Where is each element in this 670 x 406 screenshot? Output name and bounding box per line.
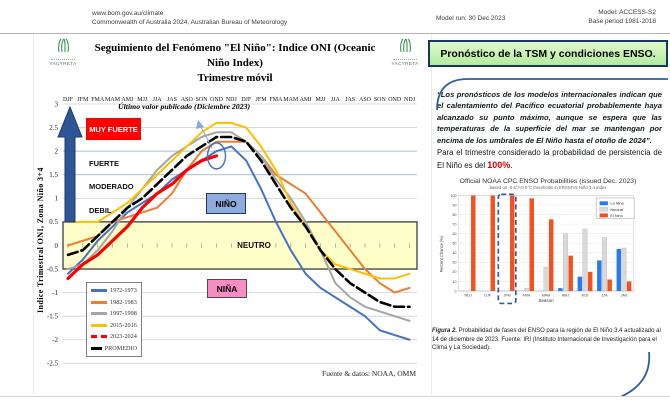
legend-swatch bbox=[91, 347, 102, 350]
bar-El Nino bbox=[471, 196, 475, 291]
model-info bbox=[588, 8, 656, 26]
up-arrow-icon bbox=[58, 107, 82, 222]
header-attribution bbox=[92, 9, 287, 27]
legend-label: 2023-2024 bbox=[110, 333, 137, 340]
legend-label: 1997-1998 bbox=[110, 310, 137, 317]
logo-wordmark: YACYRETA bbox=[49, 60, 77, 66]
x-tick-label: AMJ bbox=[561, 293, 570, 298]
x-tick-label: AMJ bbox=[121, 97, 134, 103]
legend-swatch bbox=[91, 301, 107, 304]
bar-El Nino bbox=[568, 256, 572, 291]
x-tick-label: DJF bbox=[241, 97, 252, 103]
header-url: www.bom.gov.au/climate bbox=[92, 10, 164, 17]
bar-Neutral bbox=[544, 267, 548, 291]
x-tick-label: JFM bbox=[503, 293, 511, 298]
y-tick-label: 40 bbox=[452, 251, 457, 256]
bar-La Nina bbox=[558, 288, 562, 291]
x-tick-label: FMA bbox=[269, 97, 283, 103]
legend-item bbox=[91, 345, 137, 352]
bar-Neutral bbox=[563, 234, 567, 291]
x-tick-label: SON bbox=[373, 97, 386, 103]
inset-legend-swatch bbox=[600, 201, 608, 205]
x-tick-label: NDJ bbox=[404, 97, 416, 103]
bar-Neutral bbox=[524, 288, 528, 291]
bar-El Nino bbox=[607, 280, 611, 291]
y-tick-label: 0 bbox=[454, 289, 457, 294]
x-tick-label: MJJ bbox=[137, 97, 148, 103]
y-tick-label: -1.5 bbox=[46, 312, 58, 321]
y-tick-label: 90 bbox=[452, 203, 457, 208]
x-tick-label: JAS bbox=[345, 97, 356, 103]
nina-badge: NIÑA bbox=[207, 279, 247, 298]
y-tick-label: 80 bbox=[452, 213, 457, 218]
bar-Neutral bbox=[602, 238, 606, 291]
y-tick-label: 2.5 bbox=[49, 123, 58, 132]
strength-label-fuerte: FUERTE bbox=[89, 159, 119, 168]
chart-legend bbox=[86, 282, 142, 357]
source-text: Fuente & datos: NOAA, OMM bbox=[322, 369, 416, 378]
legend-item bbox=[91, 333, 137, 340]
x-tick-label: NDJ bbox=[464, 293, 472, 298]
y-tick-label: 60 bbox=[452, 232, 457, 237]
y-tick-label: 50 bbox=[452, 241, 457, 246]
statement-period: . bbox=[510, 160, 513, 170]
legend-label: 2015-2016 bbox=[110, 321, 137, 329]
y-tick-label: 3 bbox=[54, 100, 58, 109]
x-tick-label: FMA bbox=[91, 97, 105, 103]
x-tick-label: ASO bbox=[358, 97, 372, 103]
y-tick-label: 2 bbox=[54, 147, 58, 156]
legend-label: PROMEDIO bbox=[104, 344, 137, 352]
x-tick-label: NDJ bbox=[225, 97, 237, 103]
neutro-label: NEUTRO bbox=[237, 241, 271, 250]
oni-chart-panel bbox=[33, 34, 432, 395]
yacyreta-emblem-icon bbox=[57, 38, 70, 53]
nino-badge: NIÑO bbox=[206, 193, 246, 214]
bar-El Nino bbox=[549, 220, 553, 292]
x-tick-label: JJA bbox=[152, 97, 162, 103]
x-tick-label: JAS bbox=[166, 97, 177, 103]
persistence-statement bbox=[437, 147, 662, 172]
x-tick-label: AMJ bbox=[299, 97, 312, 103]
bar-La Nina bbox=[578, 277, 582, 291]
statement-text: Para el trimestre considerado la probabilidad de persistencia de El Niño es del bbox=[437, 147, 662, 170]
chart-title-line1: Seguimiento del Fenómeno "El Niño": Indice ONI (Oceanic Niño Index) bbox=[94, 42, 376, 69]
y-tick-label: -1 bbox=[52, 288, 58, 297]
x-tick-label: MAM bbox=[283, 97, 299, 103]
x-tick-label: JJA bbox=[330, 97, 340, 103]
bar-La Nina bbox=[597, 261, 601, 292]
forecast-quote: “Los pronósticos de los modelos internacionales indican que el calentamiento del Pacífico ecuatorial probablemente haya alcanzado su punto máximo, aunque se espera que las temperaturas de la superficie del mar se mantengan por encima de los umbrales de El Niño hasta el otoño de 2024”. bbox=[437, 90, 662, 145]
x-tick-label: OND bbox=[388, 97, 402, 103]
strength-label-debil: DEBIL bbox=[89, 206, 112, 215]
yacyreta-logo-right bbox=[386, 38, 424, 66]
x-tick-label: MJJ bbox=[581, 293, 589, 298]
y-tick-label: -0.5 bbox=[46, 265, 58, 274]
legend-swatch bbox=[91, 312, 107, 315]
x-tick-label: MAM bbox=[541, 293, 551, 298]
legend-label: 1982-1983 bbox=[110, 298, 137, 306]
x-axis-title: Season bbox=[538, 298, 554, 304]
noaa-probabilities-chart bbox=[428, 178, 668, 325]
legend-label: 1972-1973 bbox=[110, 287, 137, 294]
logo-wordmark: YACYRETA bbox=[391, 60, 419, 66]
strength-label-muy-fuerte: MUY FUERTE bbox=[86, 118, 141, 140]
x-tick-label: OND bbox=[210, 97, 223, 103]
legend-swatch bbox=[91, 335, 107, 338]
x-tick-label: FMA bbox=[522, 293, 531, 298]
bar-Neutral bbox=[583, 229, 587, 291]
x-tick-label: MAM bbox=[105, 97, 121, 103]
x-tick-label: JJA bbox=[601, 293, 608, 298]
bar-Neutral bbox=[622, 248, 626, 291]
figure-caption-text: Probabilidad de fases del ENSO para la región de El Niño 3.4 actualizado al 14 de diciembre de 2023. Fuente: IRI (Instituto Internacional de Investigación para el Clima y La Sociedad). bbox=[432, 328, 661, 351]
inset-bar-chart bbox=[435, 191, 661, 313]
chart-title-line2: Trimestre móvil bbox=[197, 71, 273, 84]
inset-legend-label: El Nino bbox=[610, 212, 623, 218]
strength-label-moderado: MODERADO bbox=[89, 182, 134, 191]
y-tick-label: -2 bbox=[52, 336, 58, 345]
y-tick-label: 70 bbox=[452, 222, 457, 227]
inset-chart-title: Official NOAA CPC ENSO Probabilities (issued Dec. 2023) bbox=[459, 178, 637, 186]
x-tick-label: JAS bbox=[620, 293, 628, 298]
inset-legend-label: Neutral bbox=[610, 206, 623, 212]
figure-caption bbox=[432, 327, 664, 352]
y-tick-label: 30 bbox=[452, 260, 457, 265]
y-tick-label: 1 bbox=[54, 194, 58, 203]
model-name: Model: ACCESS-S2 bbox=[598, 9, 656, 16]
probability-value: 100% bbox=[487, 159, 511, 170]
yacyreta-logo-left bbox=[44, 38, 82, 66]
base-period: Base period 1981-2018 bbox=[588, 18, 656, 26]
x-tick-label: MJJ bbox=[315, 97, 326, 103]
x-tick-label: JFM bbox=[255, 97, 267, 103]
legend-swatch bbox=[91, 324, 107, 327]
bar-El Nino bbox=[510, 196, 514, 291]
x-tick-label: DJF bbox=[62, 97, 74, 103]
oni-chart-area bbox=[34, 89, 433, 395]
inset-legend-label: La Nina bbox=[610, 200, 624, 206]
y-tick-label: 0 bbox=[54, 241, 58, 250]
y-tick-label: -2.5 bbox=[46, 359, 58, 368]
y-tick-label: 1.5 bbox=[49, 171, 58, 180]
y-tick-label: 0.5 bbox=[49, 218, 58, 227]
x-tick-label: ASO bbox=[180, 97, 193, 103]
x-tick-label: SON bbox=[195, 97, 208, 103]
legend-item bbox=[91, 287, 137, 294]
inset-chart-subtitle: based on -0.5°/+0.5°C thresholds in ERSSTv5 Niño 3.4 index bbox=[489, 185, 607, 191]
bar-El Nino bbox=[491, 196, 495, 291]
figure-caption-label: Figura 2. bbox=[432, 328, 458, 335]
legend-item bbox=[91, 310, 137, 317]
inset-legend-swatch bbox=[600, 208, 608, 212]
y-tick-label: 100 bbox=[450, 194, 457, 199]
x-tick-label: JFM bbox=[77, 97, 89, 103]
bar-El Nino bbox=[588, 272, 592, 291]
inset-legend-swatch bbox=[600, 214, 608, 218]
model-run-label: Model run: 30 Dec 2023 bbox=[436, 15, 506, 22]
bar-El Nino bbox=[529, 199, 533, 292]
footer-divider bbox=[0, 396, 670, 397]
y-axis-title: Percent Chance (%) bbox=[438, 235, 444, 273]
bar-La Nina bbox=[617, 249, 621, 291]
y-tick-label: 10 bbox=[452, 279, 457, 284]
y-tick-label: 20 bbox=[452, 270, 457, 275]
y-axis-title: Indice Trimestral ONI, Zona Niño 3+4 bbox=[36, 167, 45, 313]
yacyreta-emblem-icon bbox=[399, 38, 412, 53]
chart-title bbox=[89, 41, 381, 86]
forecast-panel bbox=[428, 40, 668, 396]
legend-item bbox=[91, 322, 137, 329]
bar-El Nino bbox=[627, 282, 631, 292]
legend-swatch bbox=[91, 289, 107, 292]
x-tick-label: DJF bbox=[484, 293, 491, 298]
last-value-annotation: Último valor publicado (Diciembre 2023) bbox=[118, 102, 251, 111]
forecast-title: Pronóstico de la TSM y condiciones ENSO. bbox=[428, 40, 668, 67]
legend-item bbox=[91, 299, 137, 306]
header-copyright: Commonwealth of Australia 2024, Australian Bureau of Meteorology bbox=[92, 19, 288, 27]
